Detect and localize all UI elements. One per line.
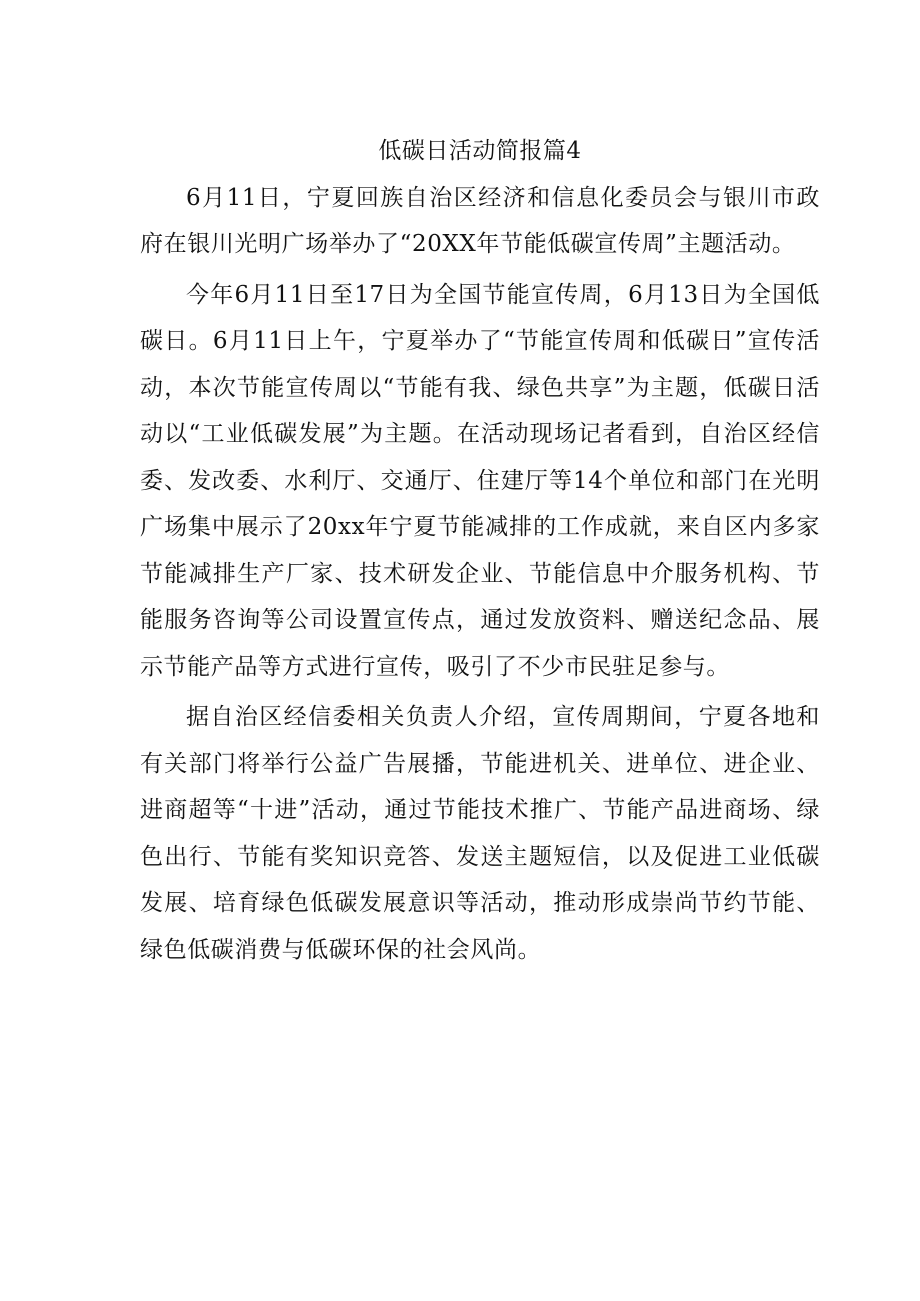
document-body <box>140 128 820 973</box>
paragraph-event-details: 今年6月11日至17日为全国节能宣传周，6月13日为全国低碳日。6月11日上午，宁夏举办了“节能宣传周和低碳日”宣传活动，本次节能宣传周以“节能有我、绿色共享”为主题，低碳日活动以“工业低碳发展”为主题。在活动现场记者看到，自治区经信委、发改委、水利厅、交通厅、住建厅等14个单位和部门在光明广场集中展示了20xx年宁夏节能减排的工作成就，来自区内多家节能减排生产厂家、技术研发企业、节能信息中介服务机构、节能服务咨询等公司设置宣传点，通过发放资料、赠送纪念品、展示节能产品等方式进行宣传，吸引了不少市民驻足参与。 <box>140 281 820 680</box>
paragraph-week-activities: 据自治区经信委相关负责人介绍，宣传周期间，宁夏各地和有关部门将举行公益广告展播，节能进机关、进单位、进企业、进商超等“十进”活动，通过节能技术推广、节能产品进商场、绿色出行、节能有奖知识竞答、发送主题短信，以及促进工业低碳发展、培育绿色低碳发展意识等活动，推动形成崇尚节约节能、绿色低碳消费与低碳环保的社会风尚。 <box>140 704 820 963</box>
paragraph-event-intro: 6月11日，宁夏回族自治区经济和信息化委员会与银川市政府在银川光明广场举办了“20XX年节能低碳宣传周”主题活动。 <box>140 184 820 257</box>
document-title: 低碳日活动简报篇4 <box>378 138 582 164</box>
